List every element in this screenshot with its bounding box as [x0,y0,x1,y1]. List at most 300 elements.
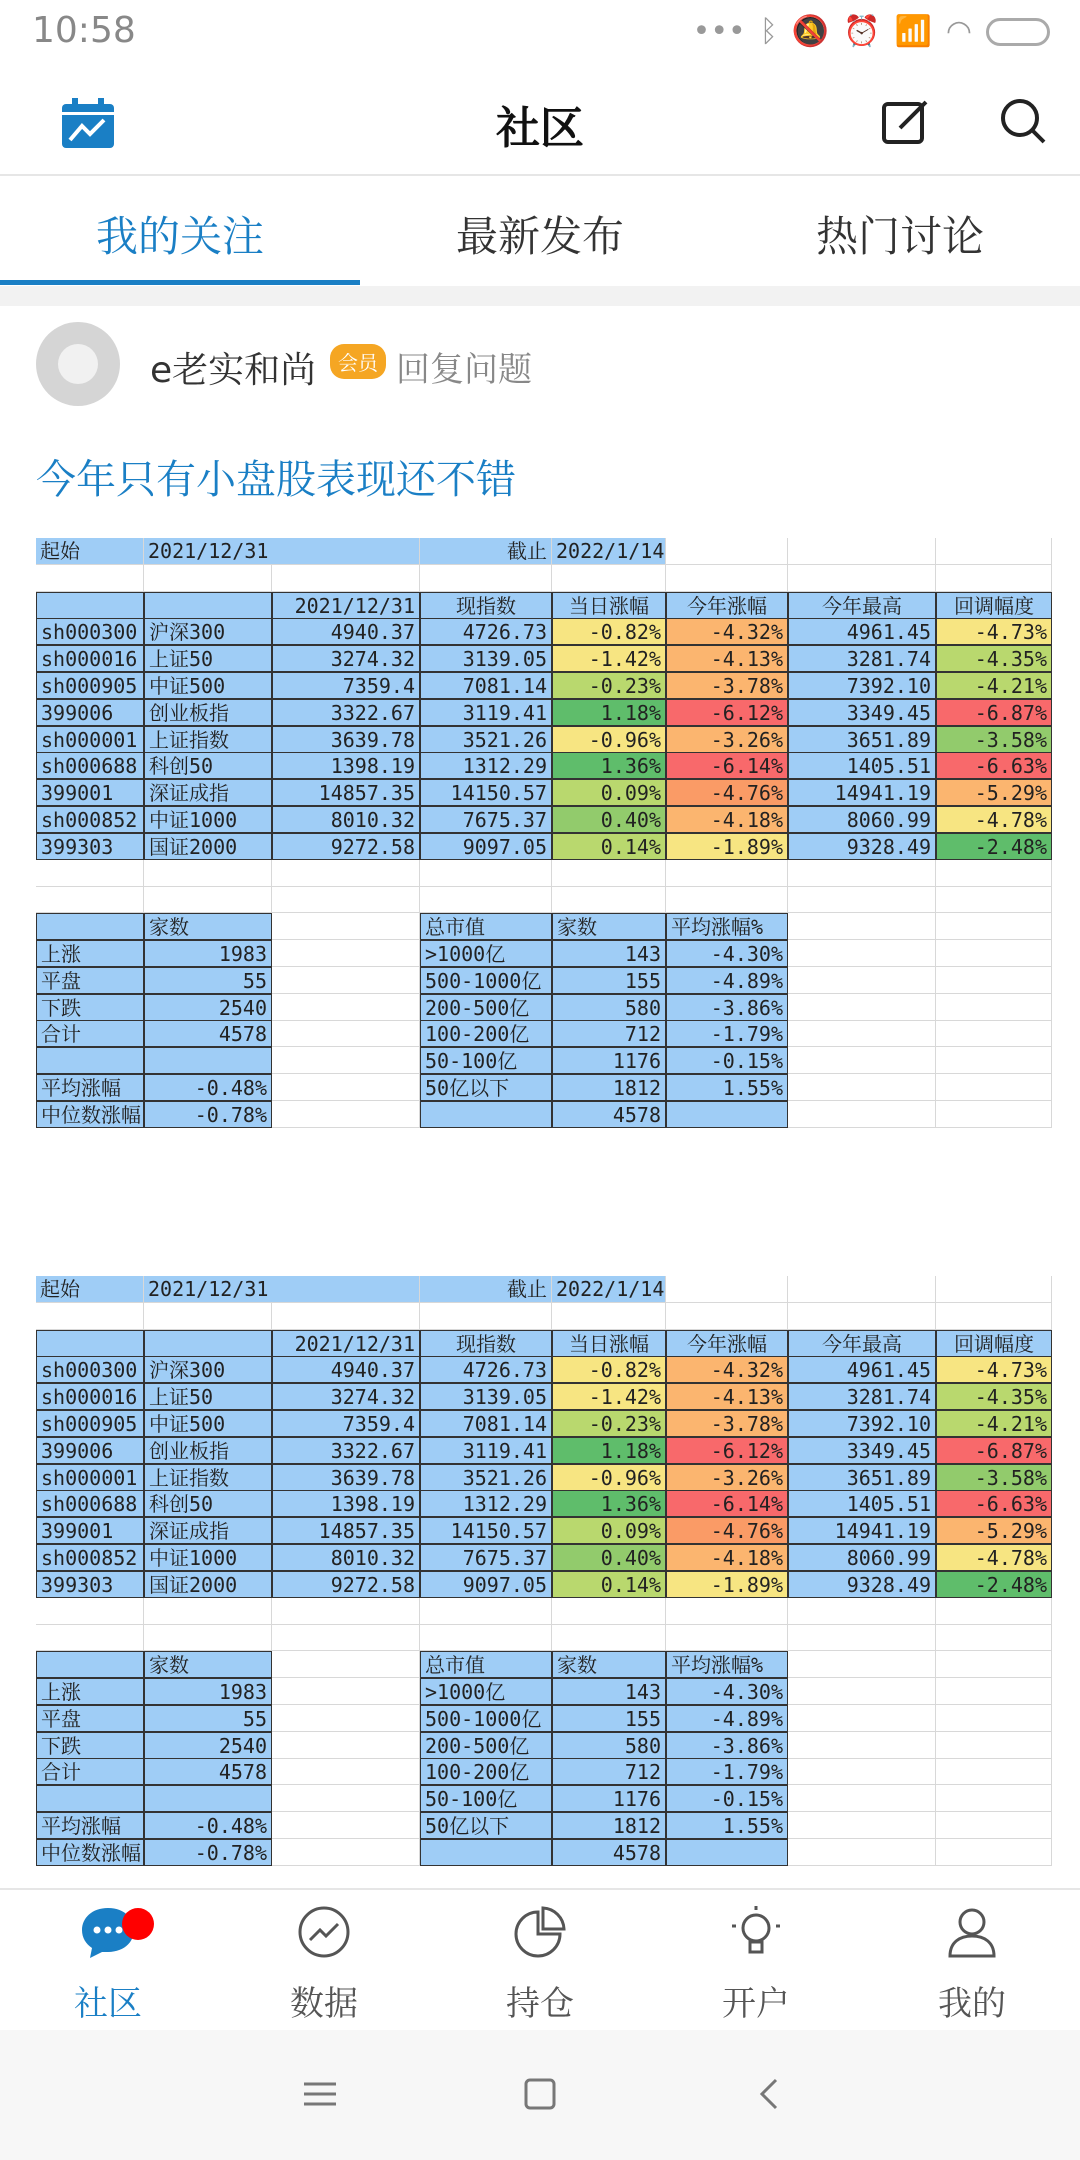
post-header [0,306,1080,416]
sheet-row [36,1101,1052,1128]
sheet-cell [936,1624,1052,1651]
index-cell: 3281.74 [788,1383,936,1410]
nav-label: 社区 [74,1984,142,2024]
sheet-row [36,1356,1052,1383]
cap-avg: -0.15% [666,1785,788,1812]
bottom-nav [0,1888,1080,2030]
cap-header: 总市值 [420,913,552,940]
sheet-cell [788,886,936,913]
sheet-cell [272,1732,420,1759]
index-cell: sh000852 [36,1544,144,1571]
nav-data[interactable] [216,1904,432,2025]
stat-value: 55 [144,1705,272,1732]
sheet-cell [788,1276,936,1303]
stat-value: 2540 [144,1732,272,1759]
index-cell: sh000852 [36,806,144,833]
sheet-cell [36,913,144,940]
sheet-cell [272,1074,420,1101]
index-cell: 7392.10 [788,1410,936,1437]
sheet-row [36,592,1052,619]
index-cell: sh000688 [36,752,144,779]
index-cell: 3349.45 [788,699,936,726]
author-name[interactable]: e老实和尚 [150,350,317,391]
sheet-cell [36,1598,144,1625]
index-cell: 沪深300 [144,618,272,645]
index-cell: 14857.35 [272,1517,420,1544]
sheet-row [36,1598,1052,1625]
post-action: 回复问题 [396,350,532,390]
index-cell: 中证1000 [144,806,272,833]
spreadsheet-image[interactable] [36,538,1052,1128]
sheet-cell [552,886,666,913]
index-cell: 9097.05 [420,833,552,860]
sheet-row [36,1464,1052,1491]
cap-count: 1812 [552,1812,666,1839]
index-cell: -6.12% [666,699,788,726]
tab-following[interactable]: 我的关注 [95,212,264,261]
tab-hot[interactable]: 热门讨论 [815,212,984,261]
sheet-cell [666,1624,788,1651]
sheet-cell [936,1678,1052,1705]
sheet-cell [936,1598,1052,1625]
stat-label: 中位数涨幅 [36,1839,144,1866]
tab-latest[interactable]: 最新发布 [455,212,624,261]
stat-label: 中位数涨幅 [36,1101,144,1128]
index-cell: 8060.99 [788,1544,936,1571]
sheet-cell [36,860,144,887]
index-cell: 1.36% [552,752,666,779]
index-cell: 4726.73 [420,618,552,645]
index-cell: -2.48% [936,1571,1052,1598]
sheet-cell [788,1758,936,1785]
sheet-row [36,994,1052,1021]
index-cell: 中证500 [144,672,272,699]
index-cell: -1.42% [552,1383,666,1410]
sheet-row [36,1437,1052,1464]
cap-range: 500-1000亿 [420,967,552,994]
index-cell: -6.63% [936,752,1052,779]
bluetooth-icon: ᛒ [759,14,778,49]
nav-community[interactable] [0,1904,216,2025]
index-cell: 3651.89 [788,726,936,753]
index-cell: -4.32% [666,618,788,645]
index-cell: 中证1000 [144,1544,272,1571]
sheet-cell [788,1598,936,1625]
index-cell: 3322.67 [272,1437,420,1464]
stat-value [144,1047,272,1074]
index-cell: -6.87% [936,1437,1052,1464]
index-cell: -3.78% [666,672,788,699]
cap-range [420,1839,552,1866]
sheet-cell [788,994,936,1021]
sheet-cell [420,886,552,913]
sheet-cell [788,1074,936,1101]
sheet-row [36,1571,1052,1598]
sheet-cell [272,1705,420,1732]
sheet-cell [936,1812,1052,1839]
cap-header: 平均涨幅% [666,913,788,940]
sheet-cell [552,1303,666,1330]
index-cell: 科创50 [144,1490,272,1517]
more-icon: ••• [692,14,746,49]
index-cell: 14150.57 [420,1517,552,1544]
stat-value: 4578 [144,1758,272,1785]
sheet-cell [936,565,1052,592]
sheet-row [36,1624,1052,1651]
sheet-row [36,940,1052,967]
sheet-row [36,1020,1052,1047]
sheet-cell [666,886,788,913]
sheet-cell [788,1732,936,1759]
index-cell: -4.78% [936,1544,1052,1571]
column-header: 现指数 [420,592,552,619]
sheet-cell [552,1598,666,1625]
stat-label: 上涨 [36,1678,144,1705]
index-cell: 4940.37 [272,618,420,645]
sheet-cell [272,1101,420,1128]
index-cell: 国证2000 [144,1571,272,1598]
index-cell: 4961.45 [788,618,936,645]
sheet-cell [936,1303,1052,1330]
sheet-cell [272,1047,420,1074]
index-cell: 3639.78 [272,1464,420,1491]
index-cell: 0.14% [552,1571,666,1598]
mute-icon: 🔕 [791,14,830,49]
index-cell: 7081.14 [420,1410,552,1437]
sheet-row [36,1303,1052,1330]
sheet-cell [788,1651,936,1678]
cap-range: 500-1000亿 [420,1705,552,1732]
sheet-cell [936,1276,1052,1303]
cap-avg: 1.55% [666,1074,788,1101]
column-header [144,1330,272,1357]
sheet-cell [788,1705,936,1732]
cap-range: 100-200亿 [420,1758,552,1785]
sheet-row [36,967,1052,994]
stat-label: 合计 [36,1020,144,1047]
index-cell: 7081.14 [420,672,552,699]
cap-count: 155 [552,967,666,994]
cap-range: >1000亿 [420,940,552,967]
sheet-row [36,1047,1052,1074]
sheet-cell [936,1047,1052,1074]
index-cell: 3139.05 [420,1383,552,1410]
wifi-icon: ◠ [945,14,972,49]
sheet-cell [144,565,272,592]
sheet-cell [420,1598,552,1625]
index-cell: -6.12% [666,1437,788,1464]
column-header: 2021/12/31 [272,1330,420,1357]
sheet-cell [144,860,272,887]
sheet-cell [36,565,144,592]
index-cell: -6.14% [666,752,788,779]
cap-count: 712 [552,1758,666,1785]
column-header: 现指数 [420,1330,552,1357]
index-cell: -4.73% [936,1356,1052,1383]
index-cell: -3.26% [666,1464,788,1491]
sheet-row [36,699,1052,726]
sheet-cell [552,860,666,887]
system-nav-bar [0,2030,1080,2160]
status-bar [0,0,1080,70]
index-cell: 1405.51 [788,752,936,779]
cap-count: 1176 [552,1047,666,1074]
index-cell: sh000905 [36,672,144,699]
sheet-cell [788,1624,936,1651]
sheet-row [36,1276,1052,1303]
nav-label: 持仓 [506,1984,574,2024]
cap-header: 平均涨幅% [666,1651,788,1678]
stat-label: 平盘 [36,1705,144,1732]
sheet-cell [936,1758,1052,1785]
index-cell: 上证50 [144,645,272,672]
index-cell: -1.42% [552,645,666,672]
sheet-cell [272,967,420,994]
index-cell: 399001 [36,779,144,806]
start-label: 起始 [36,538,144,565]
index-cell: 上证指数 [144,1464,272,1491]
index-cell: 9272.58 [272,1571,420,1598]
post-title[interactable]: 今年只有小盘股表现还不错 [36,457,516,503]
cap-count: 155 [552,1705,666,1732]
index-cell: 399001 [36,1517,144,1544]
cap-avg: -4.89% [666,1705,788,1732]
index-cell: sh000001 [36,1464,144,1491]
cap-range: 50-100亿 [420,1047,552,1074]
index-cell: -4.21% [936,672,1052,699]
status-time: 10:58 [32,10,136,51]
sheet-cell [272,1651,420,1678]
index-cell: 3322.67 [272,699,420,726]
search-icon[interactable] [998,96,1048,146]
sheet-cell [788,967,936,994]
cap-count: 4578 [552,1839,666,1866]
page-title: 社区 [496,103,584,154]
sheet-cell [552,1624,666,1651]
index-cell: 1398.19 [272,752,420,779]
cap-range [420,1101,552,1128]
column-header: 今年最高 [788,592,936,619]
avatar[interactable] [36,322,120,406]
cap-avg: -4.30% [666,940,788,967]
sheet-row [36,1785,1052,1812]
index-cell: 国证2000 [144,833,272,860]
end-date: 2022/1/14 [552,538,666,565]
cap-count: 712 [552,1020,666,1047]
edit-icon[interactable] [880,96,930,146]
stat-value: 1983 [144,1678,272,1705]
index-cell: 3139.05 [420,645,552,672]
sheet-cell [936,886,1052,913]
sheet-cell [788,1303,936,1330]
sheet-cell [552,565,666,592]
sheet-cell [788,1020,936,1047]
column-header: 回调幅度 [936,592,1052,619]
divider [0,286,1080,306]
index-cell: 399303 [36,1571,144,1598]
trend-chart-icon [296,1904,352,1960]
sheet-row [36,806,1052,833]
sheet-cell [666,1598,788,1625]
sheet-cell [936,1839,1052,1866]
index-cell: 399006 [36,1437,144,1464]
cap-range: 50亿以下 [420,1812,552,1839]
end-label: 截止 [420,538,552,565]
column-header: 当日涨幅 [552,592,666,619]
lightbulb-icon [728,1904,784,1960]
index-cell: 沪深300 [144,1356,272,1383]
sheet-row [36,565,1052,592]
app-bar [0,70,1080,176]
index-cell: 14941.19 [788,779,936,806]
nav-holdings[interactable] [432,1904,648,2025]
cap-avg: -3.86% [666,1732,788,1759]
sheet-cell [788,1839,936,1866]
sheet-cell [144,1598,272,1625]
index-cell: -0.82% [552,1356,666,1383]
sheet-row [36,1705,1052,1732]
sheet-cell [936,1785,1052,1812]
index-cell: -0.82% [552,618,666,645]
index-cell: -6.14% [666,1490,788,1517]
index-cell: 3281.74 [788,645,936,672]
cap-avg: -1.79% [666,1020,788,1047]
index-cell: 3639.78 [272,726,420,753]
index-cell: 3274.32 [272,645,420,672]
index-cell: -4.76% [666,1517,788,1544]
sheet-row [36,1490,1052,1517]
index-cell: 创业板指 [144,1437,272,1464]
index-cell: -3.58% [936,726,1052,753]
sheet-cell [272,1785,420,1812]
index-cell: 14941.19 [788,1517,936,1544]
sheet-cell [936,1074,1052,1101]
index-cell: -4.78% [936,806,1052,833]
sheet-cell [272,994,420,1021]
home-square-icon[interactable] [520,2074,560,2114]
sheet-cell [420,1624,552,1651]
sheet-cell [788,1812,936,1839]
stat-value: -0.48% [144,1074,272,1101]
sheet-cell [788,1678,936,1705]
signal-icon: 📶 [894,14,932,49]
tab-indicator [0,280,360,285]
tab-bar [0,178,1080,286]
end-label: 截止 [420,1276,552,1303]
sheet-cell [788,1101,936,1128]
column-header: 当日涨幅 [552,1330,666,1357]
notification-dot [122,1908,154,1940]
index-cell: 上证50 [144,1383,272,1410]
cap-count: 4578 [552,1101,666,1128]
nav-me[interactable] [864,1904,1080,2025]
index-cell: 7675.37 [420,806,552,833]
index-cell: 上证指数 [144,726,272,753]
index-cell: 9328.49 [788,1571,936,1598]
index-cell: 8060.99 [788,806,936,833]
nav-label: 开户 [722,1984,790,2024]
start-date: 2021/12/31 [144,538,420,565]
cap-count: 1176 [552,1785,666,1812]
index-cell: -4.32% [666,1356,788,1383]
sheet-row [36,860,1052,887]
index-cell: 1312.29 [420,752,552,779]
sheet-cell [144,1303,272,1330]
stat-label: 合计 [36,1758,144,1785]
sheet-cell [144,1624,272,1651]
cap-range: 50-100亿 [420,1785,552,1812]
index-cell: 8010.32 [272,806,420,833]
cap-range: >1000亿 [420,1678,552,1705]
index-cell: 399303 [36,833,144,860]
index-cell: 1398.19 [272,1490,420,1517]
index-cell: 4726.73 [420,1356,552,1383]
cap-range: 200-500亿 [420,1732,552,1759]
index-cell: 1.36% [552,1490,666,1517]
index-cell: -0.96% [552,726,666,753]
column-header [144,592,272,619]
sheet-cell [788,1047,936,1074]
index-cell: sh000300 [36,618,144,645]
cap-avg [666,1101,788,1128]
index-cell: 4961.45 [788,1356,936,1383]
index-cell: -5.29% [936,779,1052,806]
back-icon[interactable] [750,2074,790,2114]
index-cell: 0.40% [552,806,666,833]
sheet-cell [788,538,936,565]
index-cell: 3521.26 [420,726,552,753]
stat-value: 55 [144,967,272,994]
index-cell: -2.48% [936,833,1052,860]
cap-range: 50亿以下 [420,1074,552,1101]
sheet-cell [666,1303,788,1330]
cap-avg: -1.79% [666,1758,788,1785]
sheet-row [36,618,1052,645]
cap-count: 143 [552,940,666,967]
stat-value: 4578 [144,1020,272,1047]
sheet-cell [936,860,1052,887]
index-cell: -6.63% [936,1490,1052,1517]
sheet-row [36,1812,1052,1839]
menu-icon[interactable] [300,2074,340,2114]
sheet-cell [272,913,420,940]
sheet-cell [272,940,420,967]
sheet-row [36,913,1052,940]
stat-value: -0.78% [144,1101,272,1128]
index-cell: 9272.58 [272,833,420,860]
index-cell: 399006 [36,699,144,726]
index-cell: 1405.51 [788,1490,936,1517]
index-cell: -4.21% [936,1410,1052,1437]
sheet-cell [936,1020,1052,1047]
nav-open-account[interactable] [648,1904,864,2025]
cap-avg: -4.89% [666,967,788,994]
cap-avg [666,1839,788,1866]
sheet-cell [272,1020,420,1047]
sheet-cell [272,1598,420,1625]
cap-header: 家数 [552,1651,666,1678]
sheet-row [36,1732,1052,1759]
spreadsheet-image[interactable] [36,1276,1052,1866]
index-cell: 3521.26 [420,1464,552,1491]
index-cell: 14150.57 [420,779,552,806]
index-cell: -4.76% [666,779,788,806]
column-header [36,592,144,619]
sheet-row [36,1330,1052,1357]
sheet-cell [936,967,1052,994]
nav-label: 数据 [290,1984,358,2024]
sheet-cell [420,565,552,592]
